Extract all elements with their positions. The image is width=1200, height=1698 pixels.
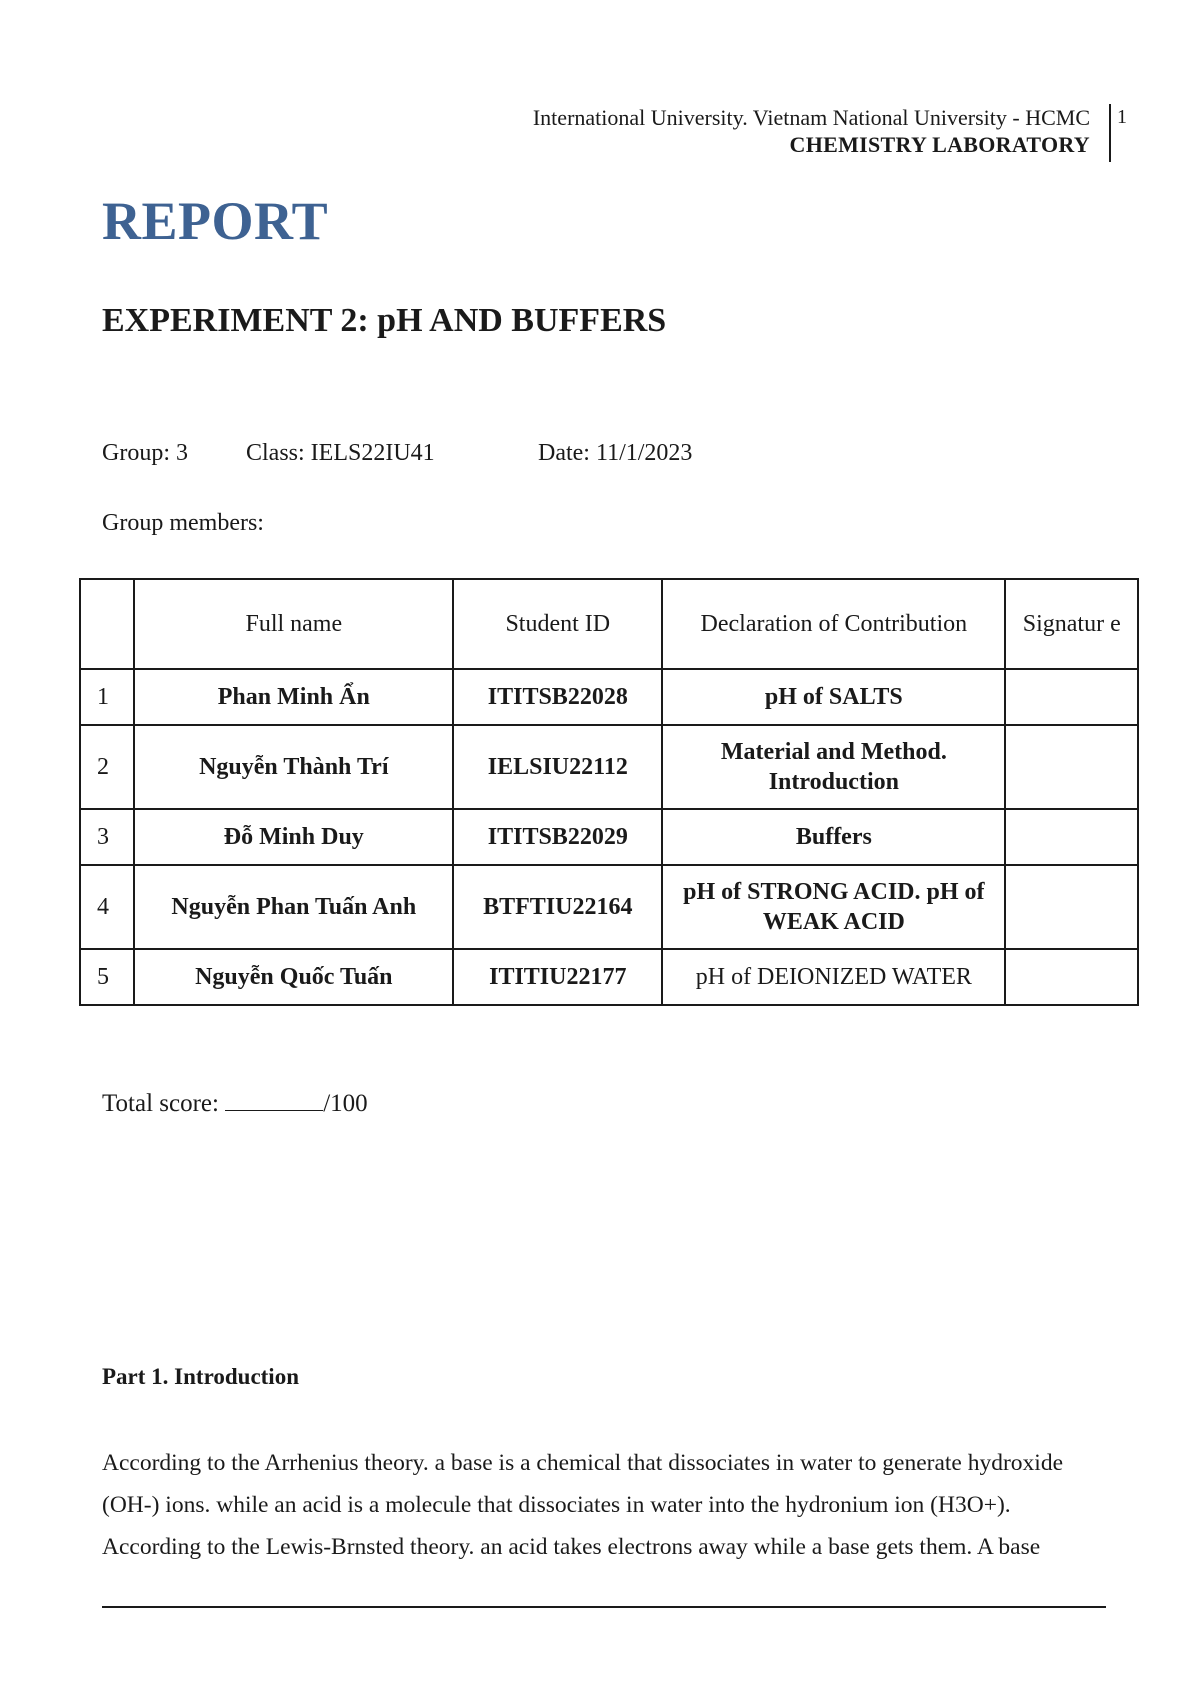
part1-heading: Part 1. Introduction (102, 1364, 299, 1389)
row-number: 3 (80, 809, 134, 865)
table-header-row (80, 579, 1138, 669)
row-number: 2 (80, 725, 134, 809)
total-score-label: Total score: (102, 1090, 219, 1117)
member-signature (1005, 865, 1138, 949)
group-number: Group: 3 (102, 440, 188, 466)
member-name: Phan Minh Ẩn (134, 669, 453, 725)
member-name: Nguyễn Phan Tuấn Anh (134, 865, 453, 949)
group-members-label: Group members: (102, 510, 264, 536)
member-student-id: ITITSB22028 (453, 669, 662, 725)
header-department: CHEMISTRY LABORATORY (789, 132, 1090, 157)
intro-line: (OH-) ions. while an acid is a molecule that dissociates in water into the hydronium ion (H3O+). (102, 1492, 1011, 1518)
header-signature: Signatur e (1005, 579, 1138, 669)
member-signature (1005, 809, 1138, 865)
member-name: Nguyễn Quốc Tuấn (134, 949, 453, 1005)
table-row (80, 809, 1138, 865)
member-student-id: ITITIU22177 (453, 949, 662, 1005)
class-code: Class: IELS22IU41 (246, 440, 435, 466)
intro-line: According to the Lewis-Brnsted theory. an acid takes electrons away while a base gets them. A base (102, 1534, 1041, 1560)
header-full-name: Full name (134, 579, 453, 669)
member-student-id: ITITSB22029 (453, 809, 662, 865)
experiment-title: EXPERIMENT 2: pH AND BUFFERS (102, 302, 667, 339)
intro-paragraph (102, 1442, 1107, 1568)
table-row (80, 669, 1138, 725)
member-student-id: IELSIU22112 (453, 725, 662, 809)
member-name: Nguyễn Thành Trí (134, 725, 453, 809)
member-contribution: pH of DEIONIZED WATER (662, 949, 1005, 1005)
footer-divider (102, 1606, 1106, 1608)
total-score-suffix: /100 (323, 1090, 368, 1117)
member-signature (1005, 669, 1138, 725)
header-student-id: Student ID (453, 579, 662, 669)
total-score (102, 1088, 368, 1118)
member-contribution: Buffers (662, 809, 1005, 865)
table-row (80, 865, 1138, 949)
header-contribution: Declaration of Contribution (662, 579, 1005, 669)
member-contribution: Material and Method. Introduction (662, 725, 1005, 809)
intro-line: According to the Arrhenius theory. a base is a chemical that dissociates in water to generate hydroxide (102, 1450, 1063, 1476)
report-date: Date: 11/1/2023 (538, 440, 693, 466)
table-row (80, 949, 1138, 1005)
table-row (80, 725, 1138, 809)
row-number: 1 (80, 669, 134, 725)
row-number: 5 (80, 949, 134, 1005)
member-contribution: pH of SALTS (662, 669, 1005, 725)
header-no (80, 579, 134, 669)
member-student-id: BTFTIU22164 (453, 865, 662, 949)
header-institution: International University. Vietnam National University - HCMC (532, 105, 1090, 130)
score-blank-line (225, 1088, 323, 1111)
member-contribution: pH of STRONG ACID. pH of WEAK ACID (662, 865, 1005, 949)
page-number: 1 (1117, 106, 1127, 128)
member-name: Đỗ Minh Duy (134, 809, 453, 865)
row-number: 4 (80, 865, 134, 949)
report-title: REPORT (102, 191, 329, 251)
group-members-table (79, 578, 1139, 1006)
page-header (450, 104, 1104, 158)
header-divider (1109, 104, 1111, 162)
member-signature (1005, 725, 1138, 809)
member-signature (1005, 949, 1138, 1005)
